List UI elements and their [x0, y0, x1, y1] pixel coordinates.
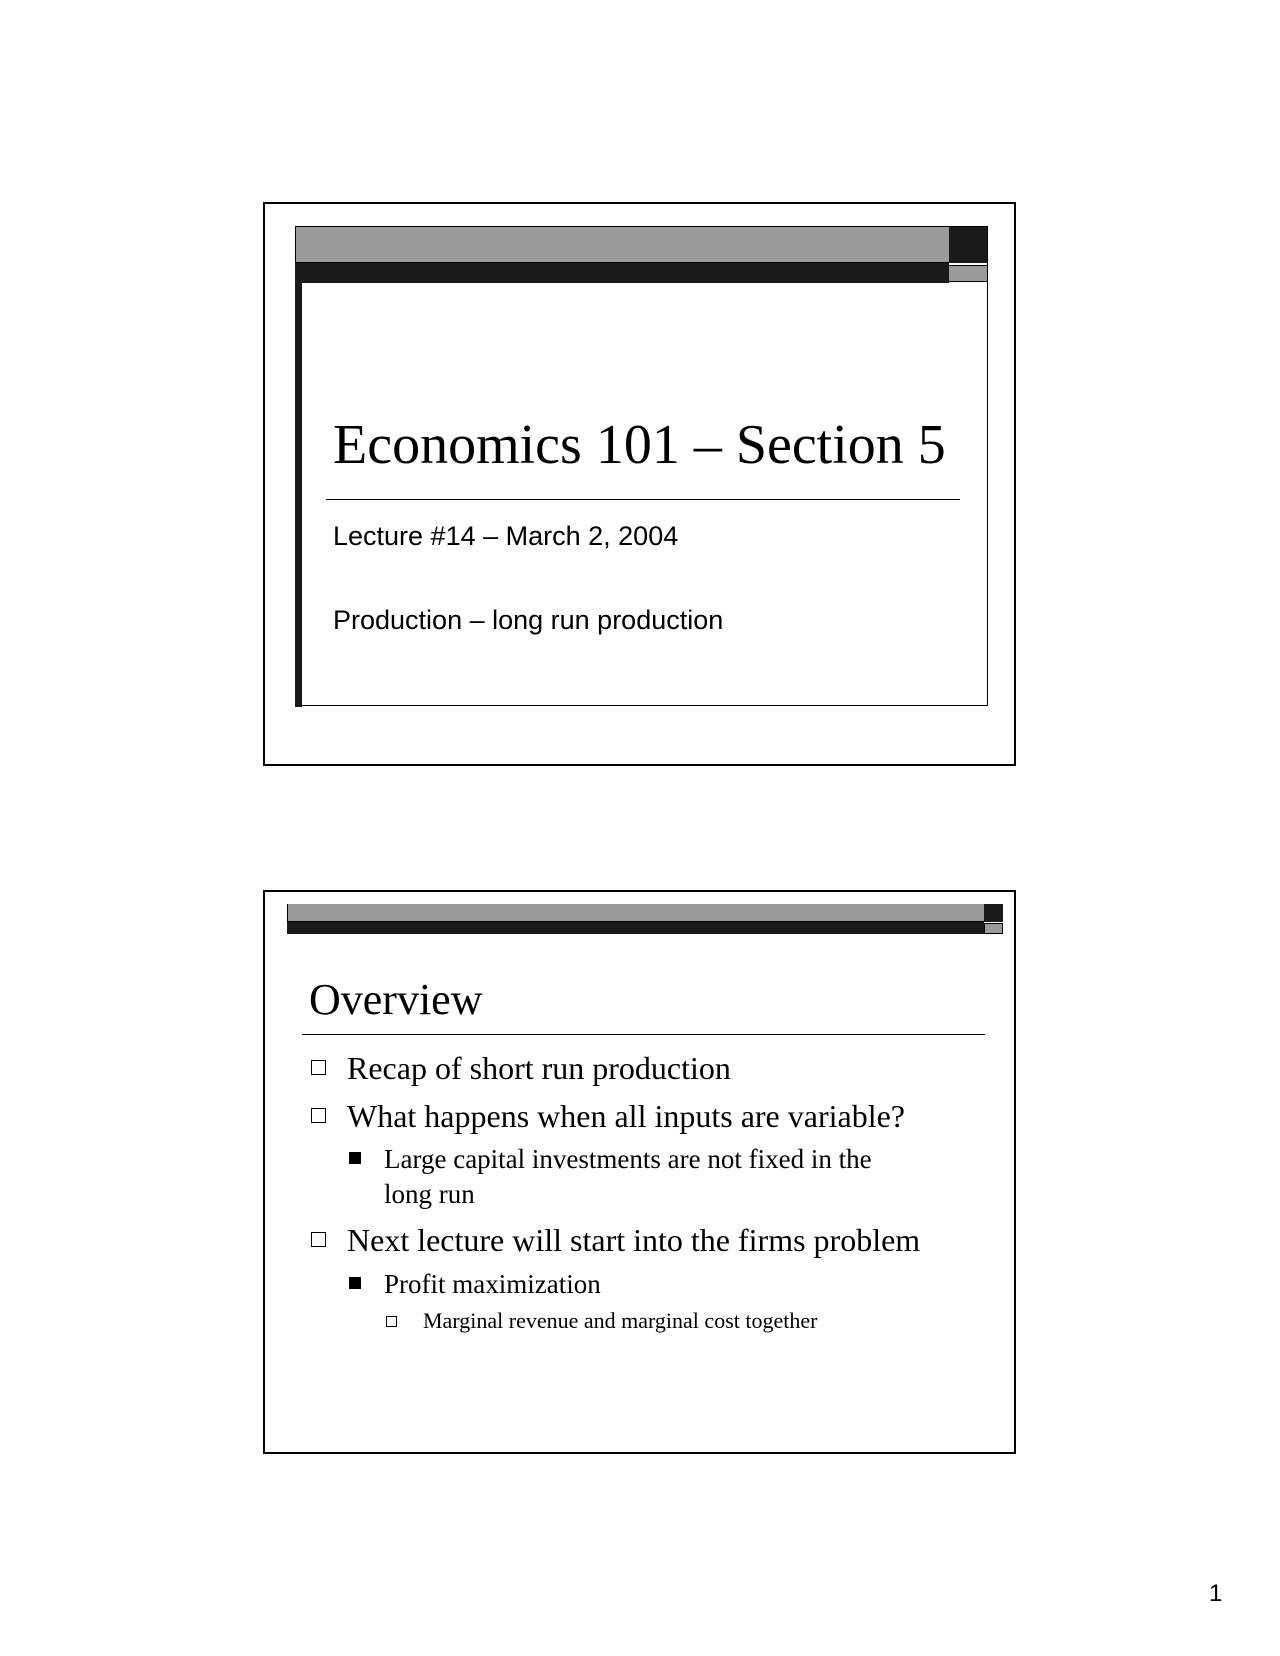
title-underline — [326, 499, 960, 500]
slide-title: Economics 101 – Section 5 — [333, 414, 946, 476]
header-gray-bar — [295, 227, 949, 263]
hollow-square-bullet-icon — [311, 1232, 326, 1247]
lecture-date-line: Lecture #14 – March 2, 2004 — [333, 521, 679, 551]
page-number: 1 — [1209, 1580, 1223, 1607]
sub-sub-bullet-item: Marginal revenue and marginal cost together — [423, 1308, 818, 1333]
overview-slide — [263, 890, 1016, 1454]
bullet-item: Recap of short run production — [347, 1050, 731, 1086]
title-panel — [295, 226, 988, 706]
hollow-square-bullet-icon — [311, 1108, 326, 1123]
hollow-square-bullet-icon — [311, 1060, 326, 1075]
solid-square-bullet-icon — [349, 1152, 361, 1164]
hollow-square-bullet-icon — [386, 1316, 397, 1327]
bullet-item: Next lecture will start into the firms problem — [347, 1222, 921, 1258]
bullet-item: What happens when all inputs are variable? — [347, 1098, 905, 1134]
header-dark-square — [949, 227, 987, 263]
sub-bullet-item: Large capital investments are not fixed in the — [384, 1144, 872, 1174]
header-gray-bar — [287, 904, 984, 922]
header-dark-square — [984, 904, 1003, 922]
solid-square-bullet-icon — [349, 1277, 361, 1289]
header-black-bar — [295, 263, 949, 283]
slide-heading: Overview — [309, 975, 483, 1024]
header-black-bar — [287, 922, 984, 934]
left-accent-bar — [295, 283, 302, 707]
sub-bullet-item-continued: long run — [384, 1179, 475, 1209]
header-small-gray-block — [984, 923, 1003, 934]
title-slide — [263, 202, 1016, 766]
lecture-topic-line: Production – long run production — [333, 605, 724, 635]
sub-bullet-item: Profit maximization — [384, 1269, 601, 1299]
header-small-gray-block — [949, 265, 987, 282]
heading-underline — [302, 1034, 985, 1035]
